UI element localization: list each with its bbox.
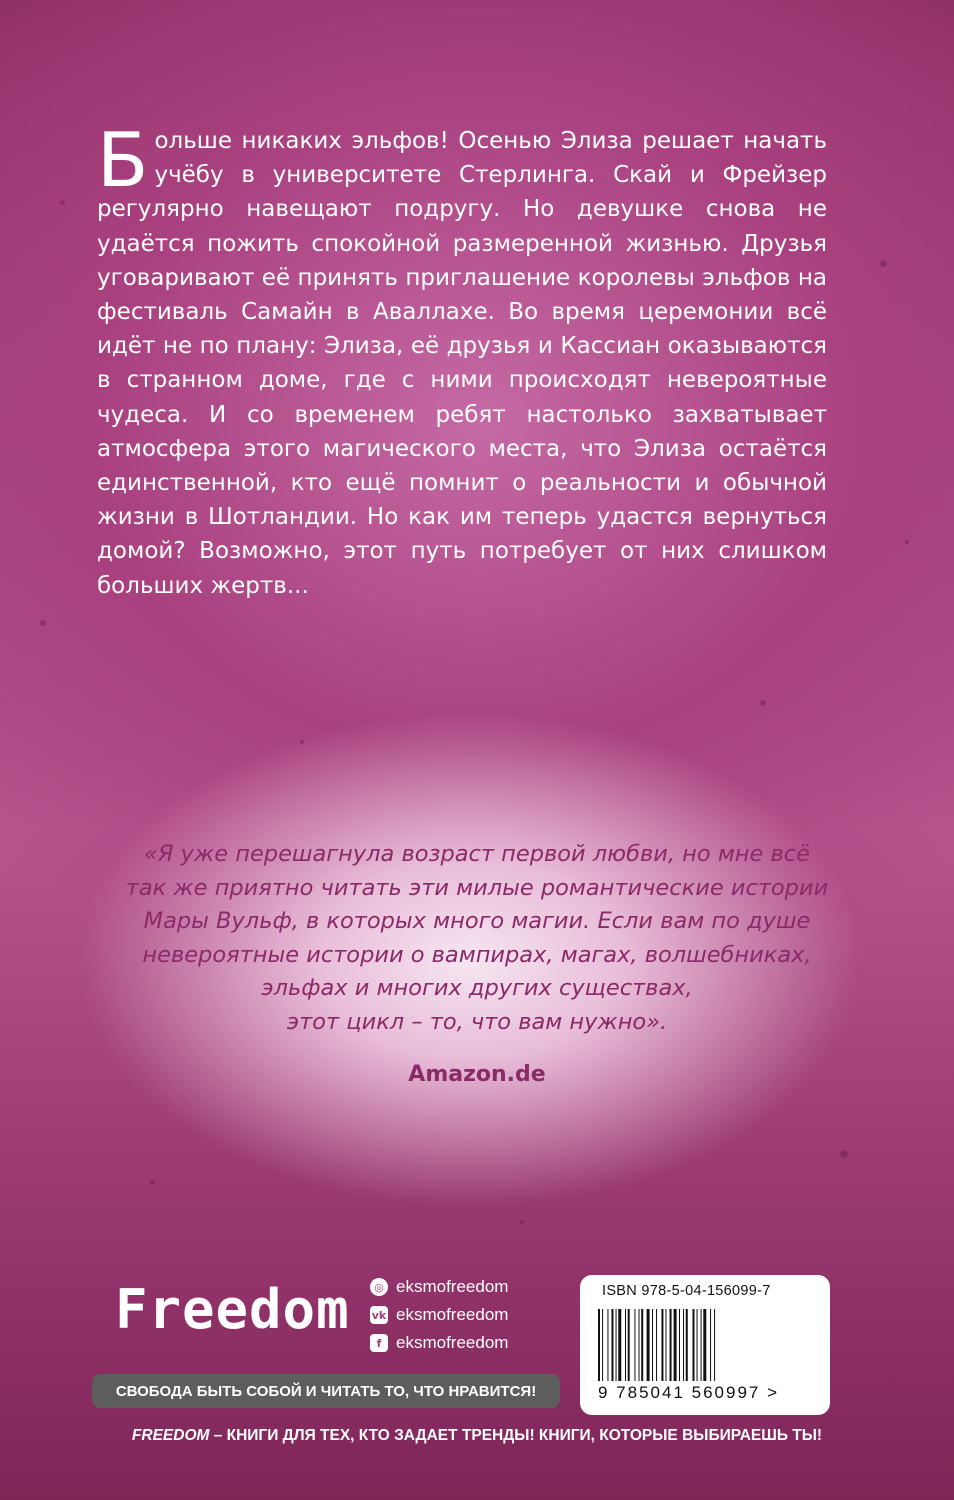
barcode-bar	[641, 1309, 643, 1381]
barcode-bar	[703, 1309, 706, 1381]
social-vk[interactable]	[370, 1303, 508, 1327]
quote-line: «Я уже перешагнула возраст первой любви, но мне всё	[144, 841, 810, 867]
instagram-icon: ◎	[370, 1278, 388, 1296]
barcode-bar	[679, 1309, 680, 1381]
social-handle: eksmofreedom	[396, 1277, 509, 1296]
barcode-bar	[661, 1309, 663, 1381]
social-facebook[interactable]	[370, 1331, 508, 1355]
barcode-digits: 9 785041 560997 >	[598, 1383, 780, 1402]
barcode-bar	[701, 1309, 702, 1381]
barcode-bar	[674, 1309, 677, 1381]
barcode-bar	[710, 1309, 711, 1381]
book-blurb	[97, 116, 827, 603]
quote-line: этот цикл – то, что вам нужно».	[286, 1008, 668, 1035]
barcode-bar	[612, 1309, 614, 1381]
social-links	[370, 1275, 508, 1359]
tagline-brand: FREEDOM	[131, 1427, 210, 1444]
isbn-barcode-box	[580, 1275, 830, 1415]
barcode-bar	[686, 1309, 688, 1381]
quote-line: невероятные истории о вампирах, магах, волшебниках,	[142, 941, 812, 968]
barcode-bar	[618, 1309, 621, 1381]
barcode-bar	[697, 1309, 698, 1381]
review-quote	[110, 838, 844, 1039]
barcode-bar	[628, 1309, 630, 1381]
barcode-bar	[656, 1309, 657, 1381]
publisher-tagline	[0, 1427, 954, 1445]
barcode-bar	[616, 1309, 617, 1381]
slogan-banner: СВОБОДА БЫТЬ СОБОЙ И ЧИТАТЬ ТО, ЧТО НРАВИТСЯ!	[92, 1374, 560, 1408]
facebook-icon: f	[370, 1334, 388, 1352]
blurb-text: ольше никаких эльфов! Осенью Элиза решает начать учёбу в университете Стерлинга. Скай и Фрейзер регулярно навещают подругу. Но девушке снова не удаётся пожить спокойной размеренной жизнью. Друзья уговаривают её принять приглашение королевы эльфов на фестиваль Самайн в Аваллахе. Во время церемонии всё идёт не по плану: Элиза, её друзья и Кассиан оказываются в странном доме, где с ними происходят невероятные чудеса. И со временем ребят настолько захватывает атмосфера этого магического места, что Элиза остаётся единственной, кто ещё помнит о реальности и обычной жизни в Шотландии. Но как им теперь удастся вернуться домой? Возможно, этот путь потребует от них слишком больших жертв...	[97, 128, 827, 599]
barcode-bar	[693, 1309, 695, 1381]
quote-source: Amazon.de	[408, 1062, 546, 1087]
barcode-bar	[647, 1309, 650, 1381]
quote-line: эльфах и многих других существах,	[261, 975, 693, 1001]
barcode-bar	[598, 1309, 600, 1381]
barcode-bar	[607, 1309, 608, 1381]
quote-line: так же приятно читать эти милые романтические истории	[125, 874, 829, 901]
social-handle: eksmofreedom	[396, 1305, 509, 1324]
tagline-text: – КНИГИ ДЛЯ ТЕХ, КТО ЗАДАЕТ ТРЕНДЫ! КНИГИ, КОТОРЫЕ ВЫБИРАЕШЬ ТЫ!	[209, 1427, 823, 1444]
quote-line: Мары Вульф, в которых много магии. Если вам по душе	[143, 908, 811, 934]
barcode-bar	[666, 1309, 667, 1381]
barcode-bar	[652, 1309, 653, 1381]
publisher-logo: Freedom	[115, 1278, 350, 1341]
isbn-label: ISBN 978-5-04-156099-7	[602, 1283, 771, 1299]
barcode-bar	[683, 1309, 684, 1381]
barcode-bar	[634, 1309, 635, 1381]
dropcap-letter: Б	[97, 116, 149, 204]
barcode-bars	[598, 1309, 812, 1381]
barcode-bar	[670, 1309, 672, 1381]
social-handle: eksmofreedom	[396, 1333, 509, 1352]
barcode-bar	[639, 1309, 640, 1381]
barcode-bar	[625, 1309, 626, 1381]
barcode-bar	[602, 1309, 603, 1381]
barcode-bar	[714, 1309, 715, 1381]
vk-icon: vk	[370, 1306, 388, 1324]
social-instagram[interactable]	[370, 1275, 508, 1299]
